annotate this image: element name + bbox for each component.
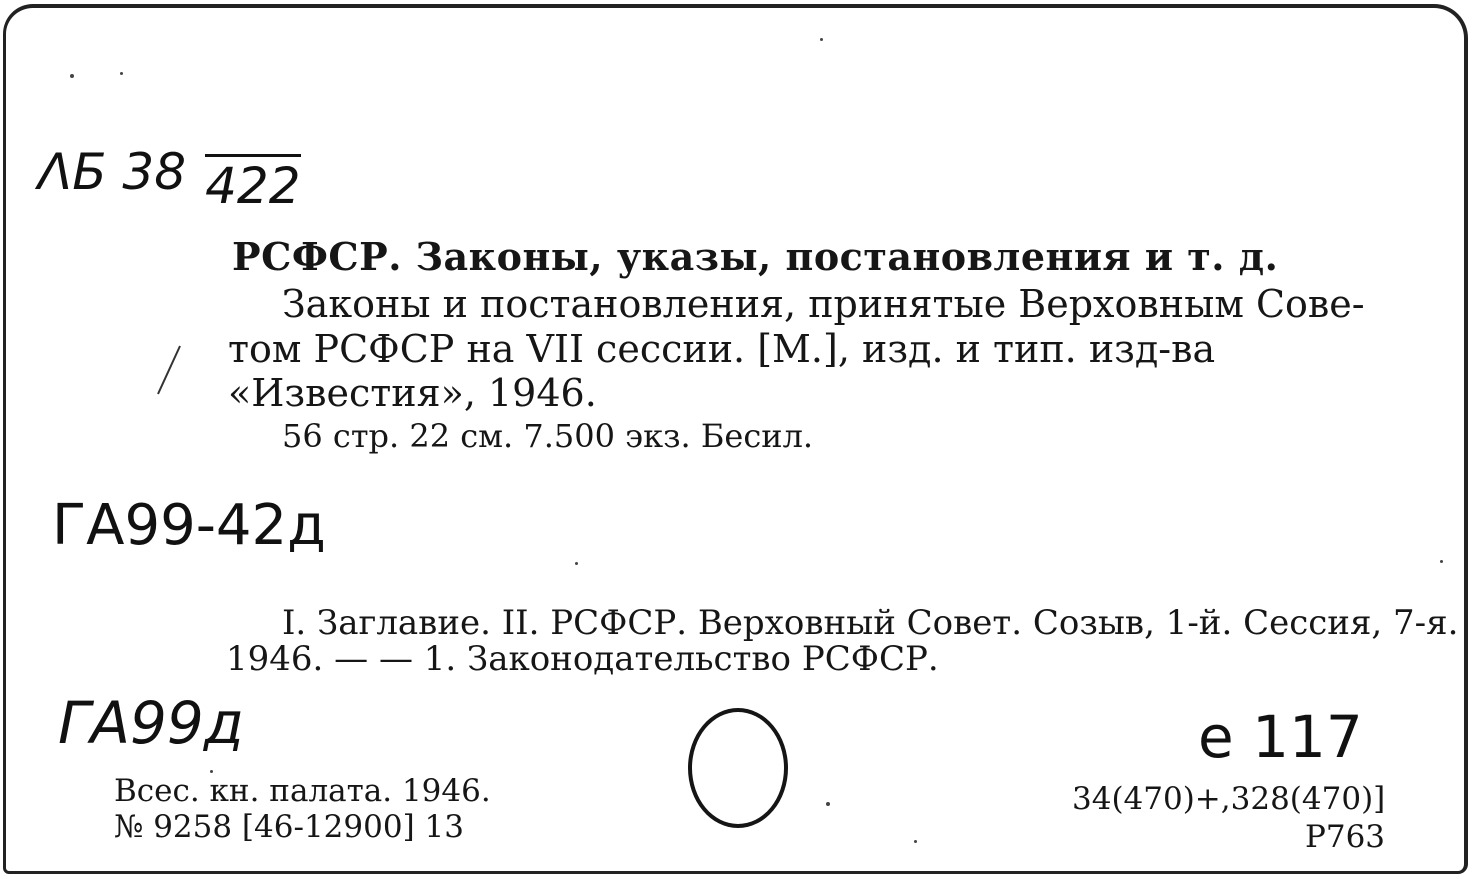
- card-heading: РСФСР. Законы, указы, постановления и т. д.: [232, 234, 1279, 279]
- shelfmark-bottom: ГА99д: [58, 689, 244, 757]
- speck: [1440, 560, 1443, 563]
- classification-line: 34(470)+,328(470)]: [1072, 781, 1386, 817]
- collation: 56 стр. 22 см. 7.500 экз. Бесил.: [282, 417, 814, 455]
- description-line: том РСФСР на VII сессии. [М.], изд. и тип. изд-ва: [228, 327, 1216, 371]
- mark-right: е 117: [1198, 703, 1363, 771]
- speck: [820, 38, 823, 41]
- speck: [70, 74, 74, 78]
- shelfmark-middle: ГА99-42д: [52, 493, 326, 558]
- shelfmark-top-denominator: 422: [205, 154, 300, 211]
- circle-mark: [688, 708, 788, 828]
- imprint-line: Всес. кн. палата. 1946.: [114, 773, 491, 809]
- description-line: «Известия», 1946.: [228, 371, 597, 415]
- speck: [914, 840, 917, 843]
- speck: [210, 770, 213, 773]
- tracing-line: I. Заглавие. II. РСФСР. Верховный Совет. Созыв, 1-й. Сессия, 7-я.: [282, 603, 1459, 643]
- description-line: Законы и постановления, принятые Верховным Сове-: [282, 282, 1365, 326]
- pencil-stroke: [150, 340, 190, 400]
- shelfmark-top-main: ΛБ 38: [38, 143, 187, 201]
- classification-line: Р763: [1305, 819, 1386, 855]
- shelfmark-top: [38, 140, 301, 215]
- imprint-line: № 9258 [46-12900] 13: [114, 809, 464, 845]
- speck: [826, 802, 830, 806]
- speck: [120, 72, 123, 75]
- speck: [575, 562, 578, 565]
- tracing-line: 1946. — — 1. Законодательство РСФСР.: [226, 639, 939, 679]
